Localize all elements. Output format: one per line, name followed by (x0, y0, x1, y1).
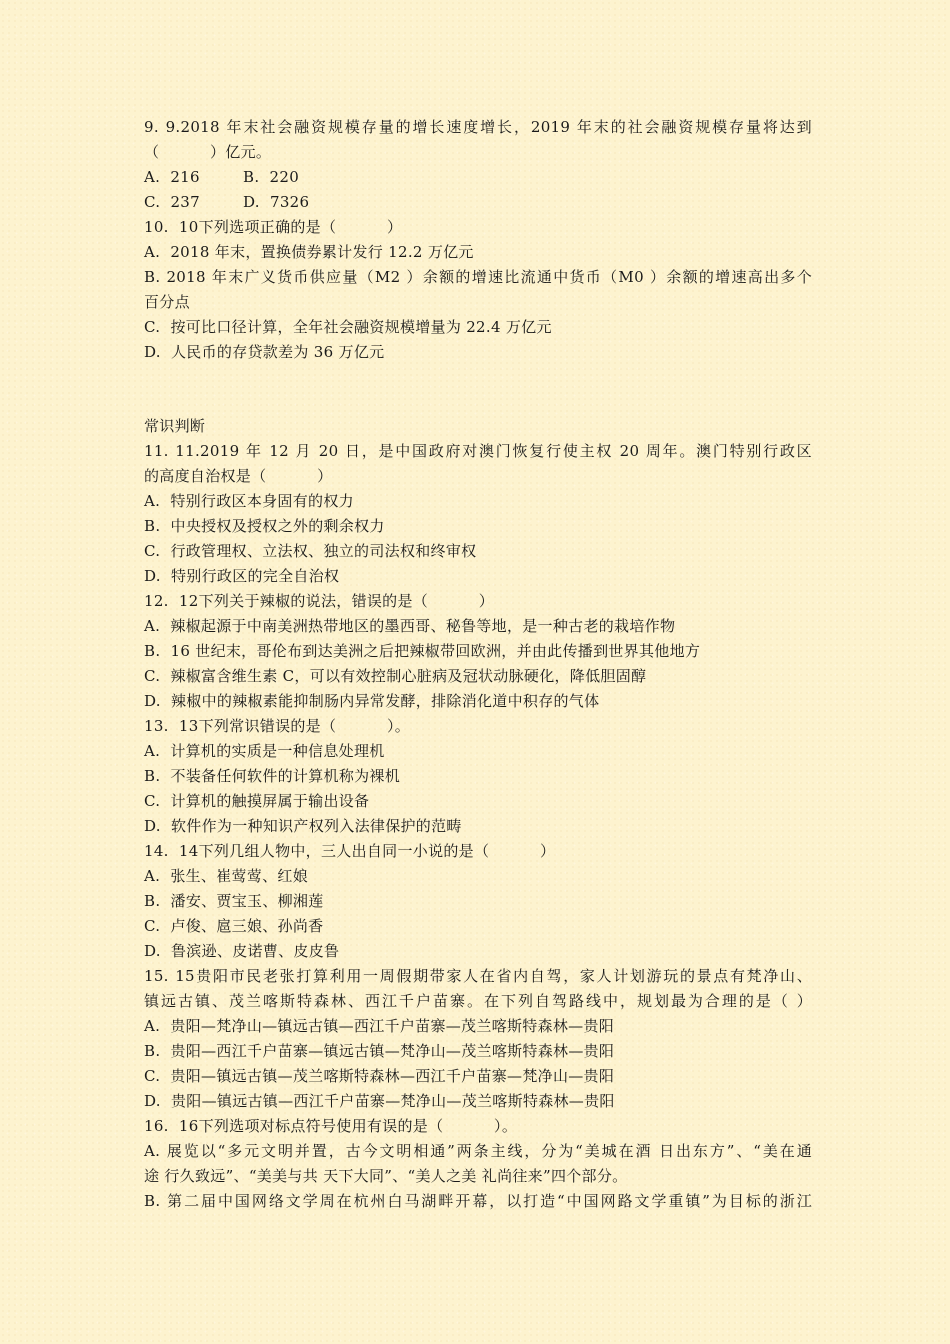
q15-option-a: A. 贵阳—梵净山—镇远古镇—西江千户苗寨—茂兰喀斯特森林—贵阳 (144, 1017, 615, 1035)
q14-option-d: D. 鲁滨逊、皮诺曹、皮皮鲁 (144, 942, 340, 960)
section-spacer (144, 365, 812, 414)
q16-option-a-line1: A. 展览以“多元文明并置，古今文明相通”两条主线，分为“美城在酒 日出东方”、“美在通 (144, 1142, 812, 1160)
q12-option-d: D. 辣椒中的辣椒素能抑制肠内异常发酵，排除消化道中积存的气体 (144, 692, 600, 710)
q9-option-b: B. 220 (243, 168, 300, 186)
q16-stem: 16. 16下列选项对标点符号使用有误的是（ ）。 (144, 1117, 518, 1135)
q9-option-a: A. 216 (144, 168, 200, 186)
q9-stem-line1: 9. 9.2018 年末社会融资规模存量的增长速度增长，2019 年末的社会融资规模存量将达到 (144, 118, 812, 136)
q13-option-d: D. 软件作为一种知识产权列入法律保护的范畴 (144, 817, 462, 835)
q9-option-d: D. 7326 (243, 193, 310, 211)
q12-option-c: C. 辣椒富含维生素 C，可以有效控制心脏病及冠状动脉硬化，降低胆固醇 (144, 667, 647, 685)
q15-option-c: C. 贵阳—镇远古镇—茂兰喀斯特森林—西江千户苗寨—梵净山—贵阳 (144, 1067, 615, 1085)
q13-option-b: B. 不装备任何软件的计算机称为裸机 (144, 767, 401, 785)
q10-option-b-line2: 百分点 (144, 293, 190, 311)
q9-stem-line2: （ ）亿元。 (144, 143, 272, 161)
q10-option-c: C. 按可比口径计算，全年社会融资规模增量为 22.4 万亿元 (144, 318, 552, 336)
q10-stem: 10. 10下列选项正确的是（ ） (144, 218, 403, 236)
q15-option-d: D. 贵阳—镇远古镇—西江千户苗寨—梵净山—茂兰喀斯特森林—贵阳 (144, 1092, 615, 1110)
q11-option-c: C. 行政管理权、立法权、独立的司法权和终审权 (144, 542, 477, 560)
q13-option-a: A. 计算机的实质是一种信息处理机 (144, 742, 385, 760)
q15-option-b: B. 贵阳—西江千户苗寨—镇远古镇—梵净山—茂兰喀斯特森林—贵阳 (144, 1042, 615, 1060)
page-content (144, 115, 812, 1214)
q11-option-d: D. 特别行政区的完全自治权 (144, 567, 340, 585)
q15-stem-line2: 镇远古镇、茂兰喀斯特森林、西江千户苗寨。在下列自驾路线中，规划最为合理的是（ ） (144, 992, 812, 1010)
q12-option-b: B. 16 世纪末，哥伦布到达美洲之后把辣椒带回欧洲，并由此传播到世界其他地方 (144, 642, 701, 660)
q12-option-a: A. 辣椒起源于中南美洲热带地区的墨西哥、秘鲁等地，是一种古老的栽培作物 (144, 617, 676, 635)
q14-stem: 14. 14下列几组人物中，三人出自同一小说的是（ ） (144, 842, 556, 860)
q14-option-c: C. 卢俊、扈三娘、孙尚香 (144, 917, 324, 935)
q14-option-b: B. 潘安、贾宝玉、柳湘莲 (144, 892, 324, 910)
q10-option-d: D. 人民币的存贷款差为 36 万亿元 (144, 343, 385, 361)
q10-option-a: A. 2018 年末，置换债券累计发行 12.2 万亿元 (144, 243, 474, 261)
q15-stem-line1: 15. 15贵阳市民老张打算利用一周假期带家人在省内自驾，家人计划游玩的景点有梵净山、 (144, 967, 812, 985)
q11-stem-line2: 的高度自治权是（ ） (144, 467, 333, 485)
section-title: 常识判断 (144, 417, 206, 435)
q11-option-a: A. 特别行政区本身固有的权力 (144, 492, 354, 510)
q13-option-c: C. 计算机的触摸屏属于输出设备 (144, 792, 370, 810)
q9-option-c: C. 237 (144, 193, 200, 211)
q16-option-b-line1: B. 第二届中国网络文学周在杭州白马湖畔开幕，以打造“中国网路文学重镇”为目标的浙江 (144, 1192, 812, 1210)
q14-option-a: A. 张生、崔莺莺、红娘 (144, 867, 309, 885)
q16-option-a-line2: 途 行久致远”、“美美与共 天下大同”、“美人之美 礼尚往来”四个部分。 (144, 1167, 628, 1185)
q9-options-row2 (144, 190, 812, 215)
q9-options-row1 (144, 165, 812, 190)
q12-stem: 12. 12下列关于辣椒的说法，错误的是（ ） (144, 592, 495, 610)
q10-option-b-line1: B. 2018 年末广义货币供应量（M2 ）余额的增速比流通中货币（M0 ）余额的增速高出多个 (144, 268, 812, 286)
q11-option-b: B. 中央授权及授权之外的剩余权力 (144, 517, 385, 535)
q11-stem-line1: 11. 11.2019 年 12 月 20 日，是中国政府对澳门恢复行使主权 20 周年。澳门特别行政区 (144, 442, 812, 460)
q13-stem: 13. 13下列常识错误的是（ ）。 (144, 717, 411, 735)
